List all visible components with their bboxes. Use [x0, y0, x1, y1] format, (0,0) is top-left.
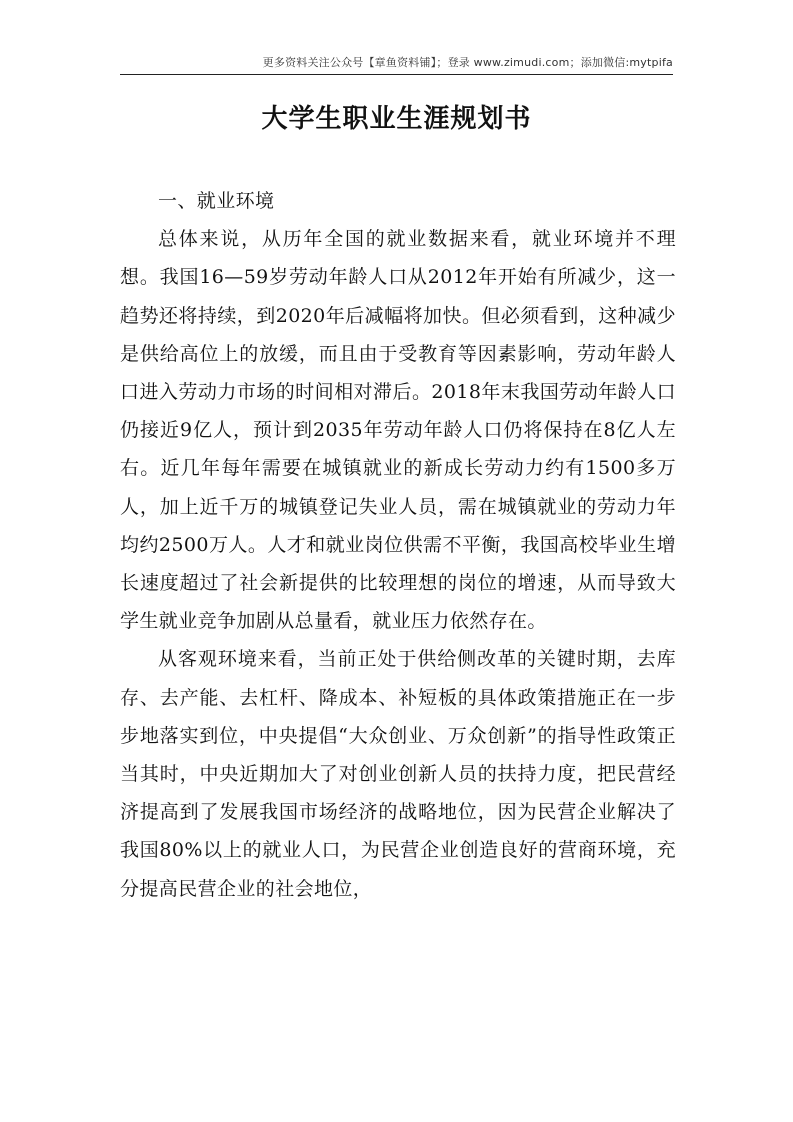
header-note: 更多资料关注公众号【章鱼资料铺】；登录 www.zimudi.com；添加微信:mytpifa: [262, 56, 673, 69]
section-heading-employment-environment: 一、就业环境: [158, 190, 275, 212]
document-body: [120, 182, 676, 908]
paragraph-objective-environment: 从客观环境来看，当前正处于供给侧改革的关键时期，去库存、去产能、去杠杆、降成本、补短板的具体政策措施正在一步步地落实到位，中央提倡“大众创业、万众创新”的指导性政策正当其时，中央近期加大了对创业创新人员的扶持力度，把民营经济提高到了发展我国市场经济的战略地位，因为民营企业解决了我国80%以上的就业人口，为民营企业创造良好的营商环境，充分提高民营企业的社会地位，: [120, 648, 676, 900]
paragraph-overall-employment-data: 总体来说，从历年全国的就业数据来看，就业环境并不理想。我国16—59岁劳动年龄人口从2012年开始有所减少，这一趋势还将持续，到2020年后减幅将加快。但必须看到，这种减少是供给高位上的放缓，而且由于受教育等因素影响，劳动年龄人口进入劳动力市场的时间相对滞后。2018年末我国劳动年龄人口仍接近9亿人，预计到2035年劳动年龄人口仍将保持在8亿人左右。近几年每年需要在城镇就业的新成长劳动力约有1500多万人，加上近千万的城镇登记失业人员，需在城镇就业的劳动力年均约2500万人。人才和就业岗位供需不平衡，我国高校毕业生增长速度超过了社会新提供的比较理想的岗位的增速，从而导致大学生就业竞争加剧从总量看，就业压力依然存在。: [120, 228, 676, 633]
header-divider: [120, 74, 673, 75]
document-title: 大学生职业生涯规划书: [261, 104, 532, 134]
